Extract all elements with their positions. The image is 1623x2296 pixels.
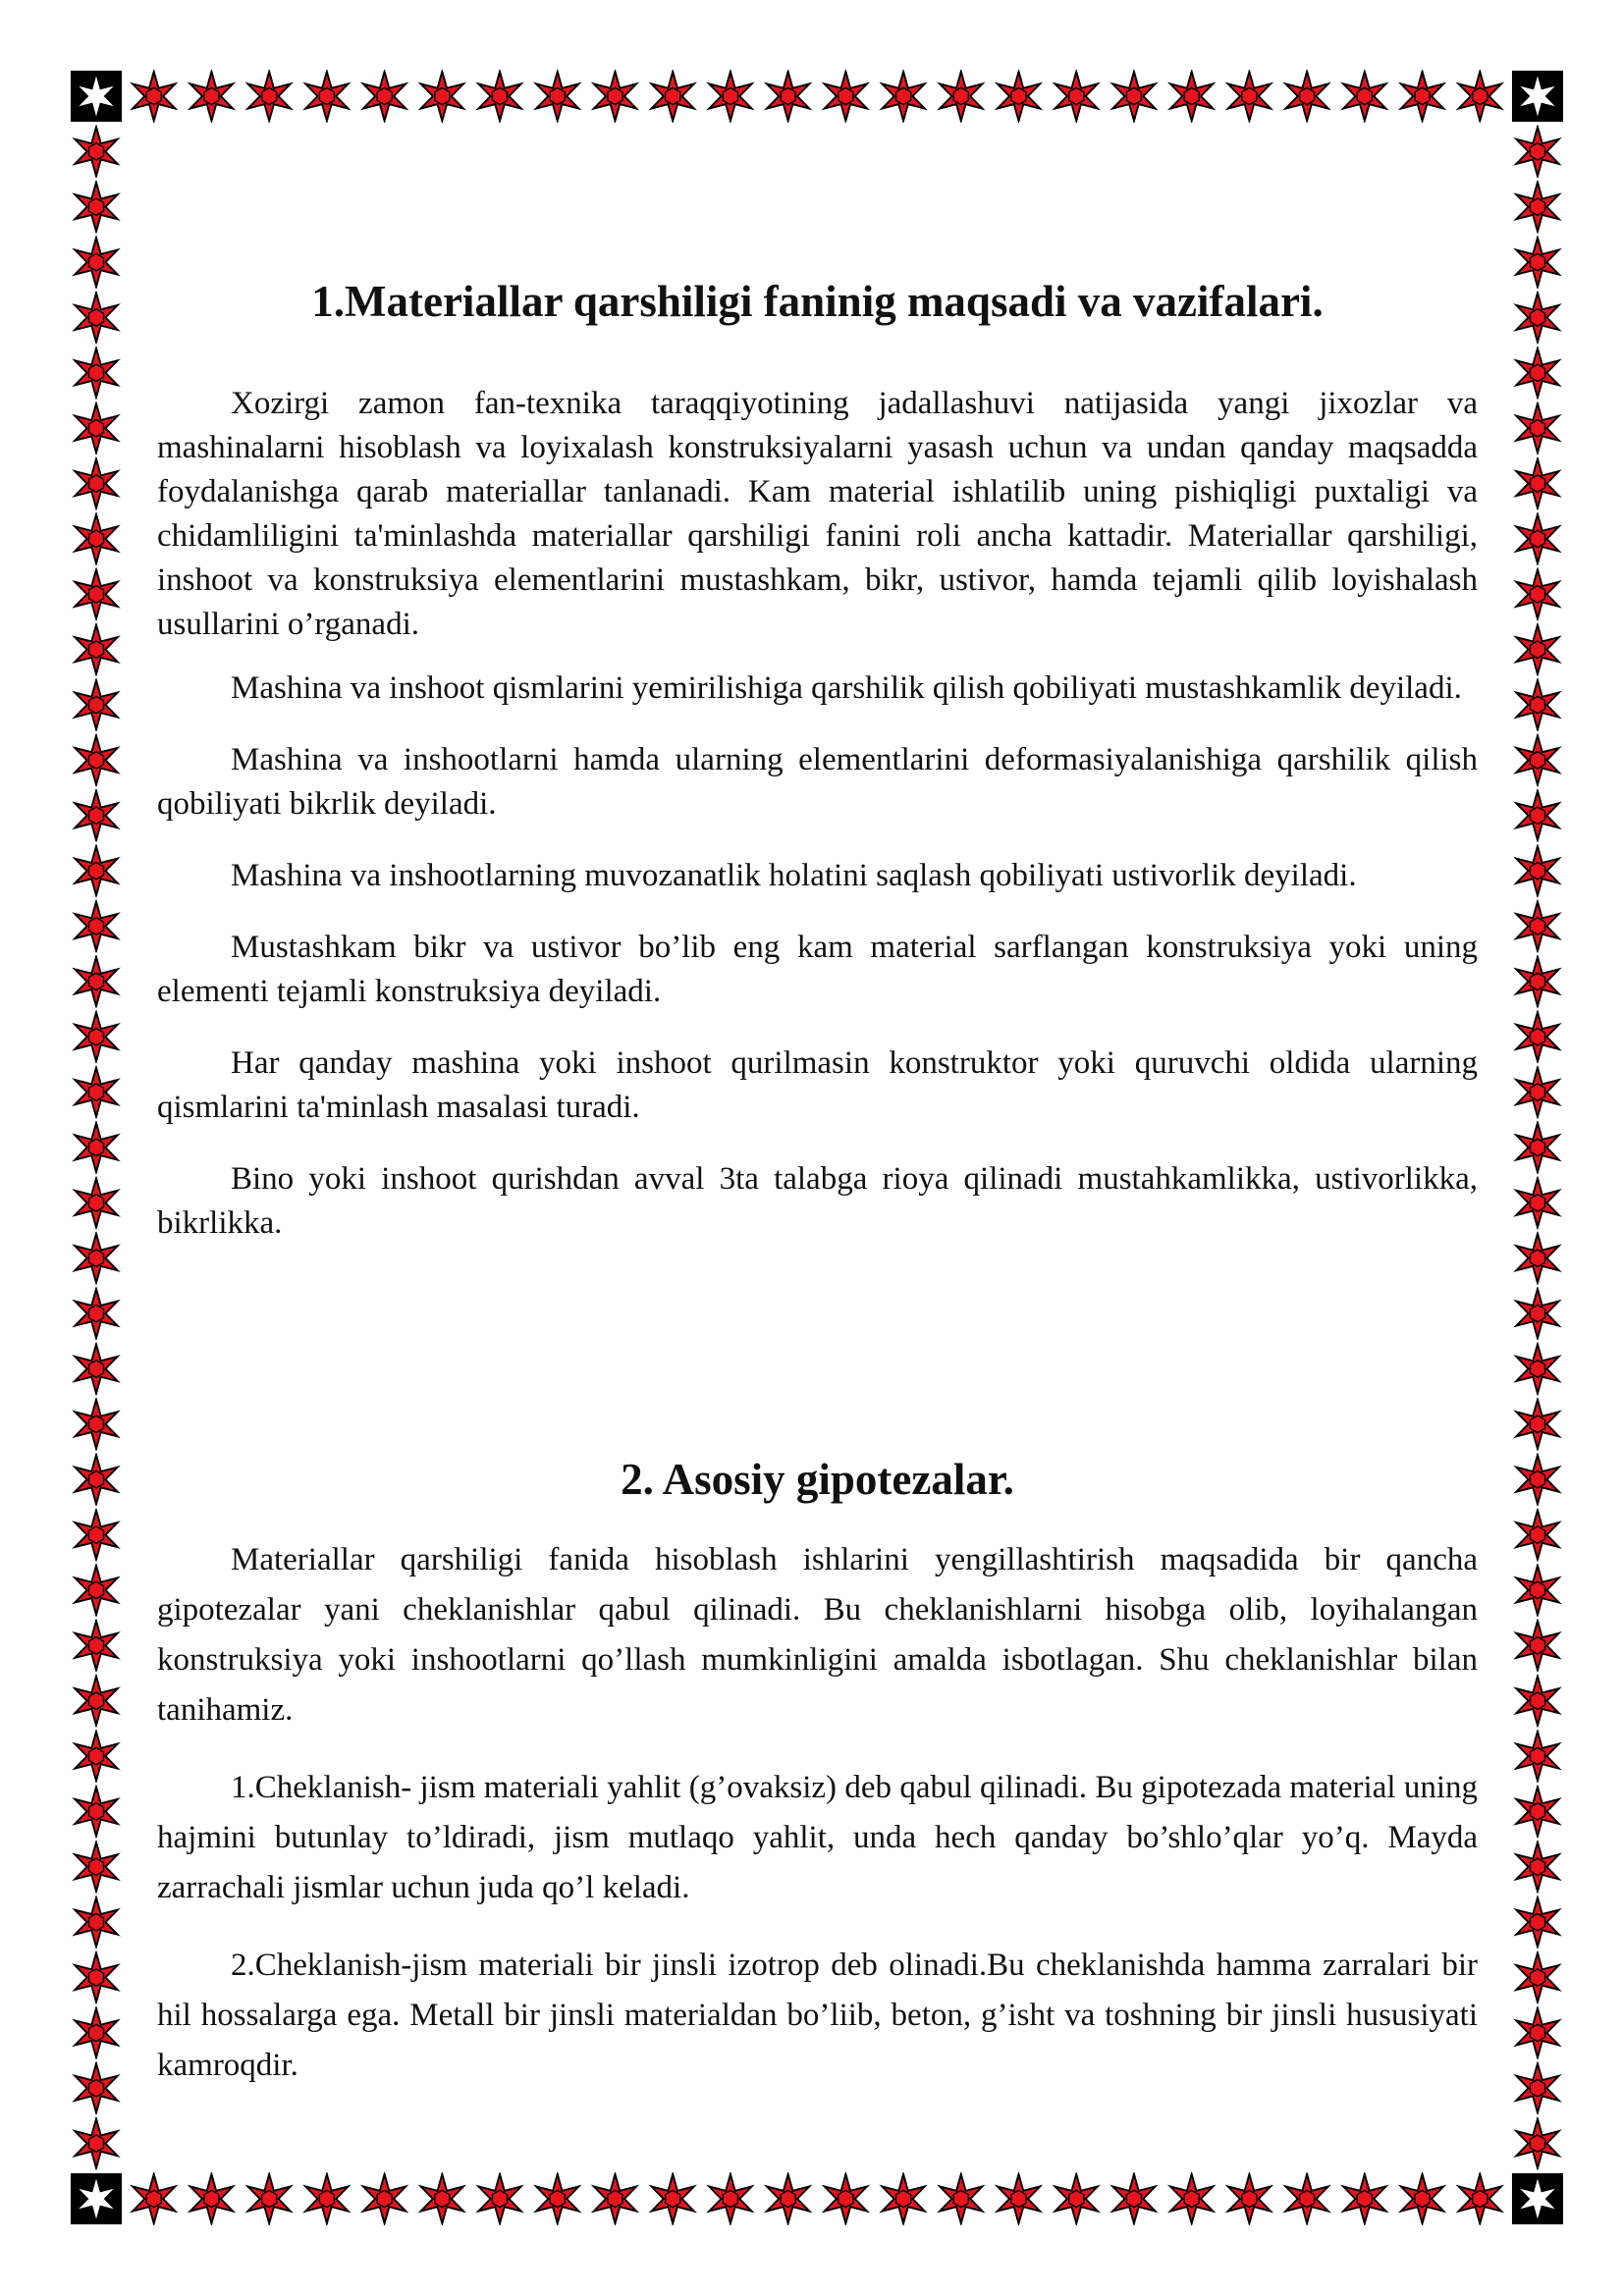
border-star-icon <box>75 1787 117 1836</box>
border-star-icon <box>1516 183 1558 232</box>
border-star-icon <box>75 1400 117 1449</box>
border-star-icon <box>1516 1621 1558 1670</box>
border-star-icon <box>1516 1234 1558 1283</box>
border-star-icon <box>652 72 694 121</box>
section-2-paragraph-2: 1.Cheklanish- jism materiali yahlit (g’ovaksiz) deb qabul qilinadi. Bu gipotezada material uning hajmini butunlay to’ldiradi, jism mutlaqo yahlit, unda hech qanday bo’shlo’qlar yo’q. Mayda zarrachali jismlar uchun juda qo’l keladi. <box>157 1770 1478 1905</box>
border-star-icon <box>478 72 520 121</box>
border-star-icon <box>1343 72 1385 121</box>
border-star-icon <box>940 2174 982 2223</box>
border-star-icon <box>652 2174 694 2223</box>
corner-star-icon <box>71 2173 122 2224</box>
section-1-paragraph-6: Har qanday mashina yoki inshoot qurilmasin konstruktor yoki quruvchi oldida ularning qismlarini ta'minlash masalasi turadi. <box>157 1045 1478 1125</box>
border-star-icon <box>1516 238 1558 287</box>
border-star-icon <box>363 72 406 121</box>
border-star-icon <box>75 127 117 176</box>
border-star-icon <box>1516 1677 1558 1726</box>
border-star-icon <box>1401 2174 1443 2223</box>
border-star-icon <box>1516 1012 1558 1061</box>
border-star-icon <box>75 1897 117 1947</box>
border-star-icon <box>75 459 117 508</box>
border-star-icon <box>1516 2008 1558 2057</box>
section-2-paragraph-3: 2.Cheklanish-jism materiali bir jinsli izotrop deb olinadi.Bu cheklanishda hamma zarralari bir hil hossalarga ega. Metall bir jinsli materialdan bo’liib, beton, g’isht va toshning bir jinsli hususiyati kamroqdir. <box>157 1948 1478 2083</box>
corner-star-icon <box>1512 71 1563 122</box>
section-1-paragraph-7: Bino yoki inshoot qurishdan avval 3ta talabga rioya qilinadi mustahkamlikka, ustivorlikka, bikrlikka. <box>157 1161 1478 1241</box>
corner-star-icon <box>1512 2173 1563 2224</box>
border-star-icon <box>1516 2119 1558 2168</box>
border-star-icon <box>998 2174 1040 2223</box>
section-1-paragraph-1: Xozirgi zamon fan-texnika taraqqiyotining jadallashuvi natijasida yangi jixozlar va mashinalarni hisoblash va loyixalash konstruksiyalarni yasash uchun va undan qanday maqsadda foydalanishga qarab materiallar tanlanadi. Kam material ishlatilib uning pishiqligi puxtaligi va chidamliligini ta'minlashda materiallar qarshiligi fanini roli ancha kattadir. Materiallar qarshiligi, inshoot va konstruksiya elementlarini mustashkam, bikr, ustivor, hamda tejamli qilib loyishalash usullarini o’rganadi. <box>157 386 1478 642</box>
border-star-icon <box>75 1344 117 1393</box>
border-star-icon <box>1516 1511 1558 1560</box>
section-1-paragraph-3: Mashina va inshootlarni hamda ularning elementlarini deformasiyalanishiga qarshilik qilish qobiliyati bikrlik deyiladi. <box>157 742 1478 822</box>
border-star-icon <box>1516 1178 1558 1227</box>
border-star-icon <box>363 2174 406 2223</box>
border-star-icon <box>1228 72 1271 121</box>
border-star-icon <box>1516 127 1558 176</box>
border-star-icon <box>998 72 1040 121</box>
border-star-icon <box>1516 957 1558 1006</box>
border-star-icon <box>75 293 117 342</box>
border-star-icon <box>75 1289 117 1338</box>
border-star-icon <box>594 2174 636 2223</box>
border-star-icon <box>75 1455 117 1504</box>
border-star-icon <box>75 2063 117 2112</box>
border-star-icon <box>1516 901 1558 950</box>
border-star-icon <box>1516 1123 1558 1172</box>
border-star-icon <box>75 791 117 840</box>
section-1-paragraph-2: Mashina va inshoot qismlarini yemirilishiga qarshilik qilish qobiliyati mustashkamlik deyiladi. <box>231 670 1462 706</box>
border-star-icon <box>75 957 117 1006</box>
border-star-icon <box>75 238 117 287</box>
section-2-paragraph-1: Materiallar qarshiligi fanida hisoblash ishlarini yengillashtirish maqsadida bir qancha gipotezalar yani cheklanishlar qabul qilinadi. Bu cheklanishlarni hisobga olib, loyihalangan konstruksiya yoki inshootlarni qo’llash mumkinligini amalda isbotlagan. Shu cheklanishlar bilan tanihamiz. <box>157 1542 1478 1728</box>
border-star-icon <box>1228 2174 1271 2223</box>
border-star-icon <box>882 2174 924 2223</box>
border-star-icon <box>75 846 117 895</box>
border-star-icon <box>1516 1732 1558 1781</box>
border-star-icon <box>1516 1455 1558 1504</box>
border-star-icon <box>1516 846 1558 895</box>
border-star-icon <box>1459 72 1501 121</box>
border-star-icon <box>75 1566 117 1615</box>
section-1-paragraph-5: Mustashkam bikr va ustivor bo’lib eng kam material sarflangan konstruksiya yoki uning elementi tejamli konstruksiya deyiladi. <box>157 930 1478 1009</box>
section-1 <box>157 275 1478 1246</box>
border-star-icon <box>536 2174 578 2223</box>
border-star-icon <box>1343 2174 1385 2223</box>
border-star-icon <box>709 2174 751 2223</box>
border-star-icon <box>1516 1566 1558 1615</box>
border-star-icon <box>75 1012 117 1061</box>
border-star-icon <box>1285 72 1327 121</box>
border-star-icon <box>1112 72 1155 121</box>
border-star-icon <box>1516 403 1558 453</box>
border-star-icon <box>75 625 117 674</box>
border-star-icon <box>767 2174 809 2223</box>
border-star-icon <box>1170 2174 1213 2223</box>
border-star-icon <box>75 901 117 950</box>
border-star-icon <box>133 2174 175 2223</box>
border-star-icon <box>1516 348 1558 398</box>
border-star-icon <box>75 1123 117 1172</box>
border-star-icon <box>75 348 117 398</box>
border-star-icon <box>1516 514 1558 563</box>
border-star-icon <box>1516 1842 1558 1892</box>
border-star-icon <box>75 1234 117 1283</box>
border-star-icon <box>75 1068 117 1117</box>
border-star-icon <box>190 72 233 121</box>
border-star-icon <box>421 2174 463 2223</box>
border-star-icon <box>75 569 117 618</box>
border-star-icon <box>75 1677 117 1726</box>
border-star-icon <box>536 72 578 121</box>
section-2-title: 2. Asosiy gipotezalar. <box>621 1455 1014 1504</box>
border-star-icon <box>75 1732 117 1781</box>
border-star-icon <box>75 514 117 563</box>
border-star-icon <box>940 72 982 121</box>
border-star-icon <box>478 2174 520 2223</box>
border-star-icon <box>75 1178 117 1227</box>
border-star-icon <box>1285 2174 1327 2223</box>
border-star-icon <box>767 72 809 121</box>
border-star-icon <box>709 72 751 121</box>
border-star-icon <box>1516 459 1558 508</box>
border-star-icon <box>1516 1897 1558 1947</box>
border-star-icon <box>825 2174 867 2223</box>
border-star-icon <box>1516 1787 1558 1836</box>
border-star-icon <box>1516 680 1558 729</box>
border-star-icon <box>1516 791 1558 840</box>
section-1-title: 1.Materiallar qarshiligi faninig maqsadi va vazifalari. <box>311 277 1324 326</box>
border-star-icon <box>1516 293 1558 342</box>
section-1-paragraph-4: Mashina va inshootlarning muvozanatlik holatini saqlash qobiliyati ustivorlik deyiladi. <box>231 858 1357 893</box>
border-star-icon <box>1055 72 1098 121</box>
border-star-icon <box>1112 2174 1155 2223</box>
border-star-icon <box>1516 625 1558 674</box>
border-star-icon <box>75 1511 117 1560</box>
border-star-icon <box>1055 2174 1098 2223</box>
border-star-icon <box>75 183 117 232</box>
border-star-icon <box>1516 1289 1558 1338</box>
border-star-icon <box>1516 2063 1558 2112</box>
border-star-icon <box>75 1952 117 2002</box>
border-star-icon <box>882 72 924 121</box>
border-star-icon <box>133 72 175 121</box>
border-star-icon <box>75 1842 117 1892</box>
border-star-icon <box>75 680 117 729</box>
border-star-icon <box>190 2174 233 2223</box>
border-star-icon <box>1401 72 1443 121</box>
border-star-icon <box>1170 72 1213 121</box>
border-star-icon <box>421 72 463 121</box>
border-star-icon <box>1516 1952 1558 2002</box>
border-star-icon <box>75 2008 117 2057</box>
border-star-icon <box>75 1621 117 1670</box>
border-star-icon <box>305 2174 348 2223</box>
border-star-icon <box>75 403 117 453</box>
border-star-icon <box>75 735 117 784</box>
border-star-icon <box>1516 735 1558 784</box>
border-star-icon <box>1516 569 1558 618</box>
border-star-icon <box>1516 1344 1558 1393</box>
border-star-icon <box>305 72 348 121</box>
border-star-icon <box>825 72 867 121</box>
corner-star-icon <box>71 71 122 122</box>
border-star-icon <box>1516 1400 1558 1449</box>
section-2 <box>157 1453 1478 2091</box>
border-star-icon <box>1516 1068 1558 1117</box>
border-star-icon <box>247 72 290 121</box>
border-star-icon <box>1459 2174 1501 2223</box>
border-star-icon <box>75 2119 117 2168</box>
border-star-icon <box>247 2174 290 2223</box>
border-star-icon <box>594 72 636 121</box>
